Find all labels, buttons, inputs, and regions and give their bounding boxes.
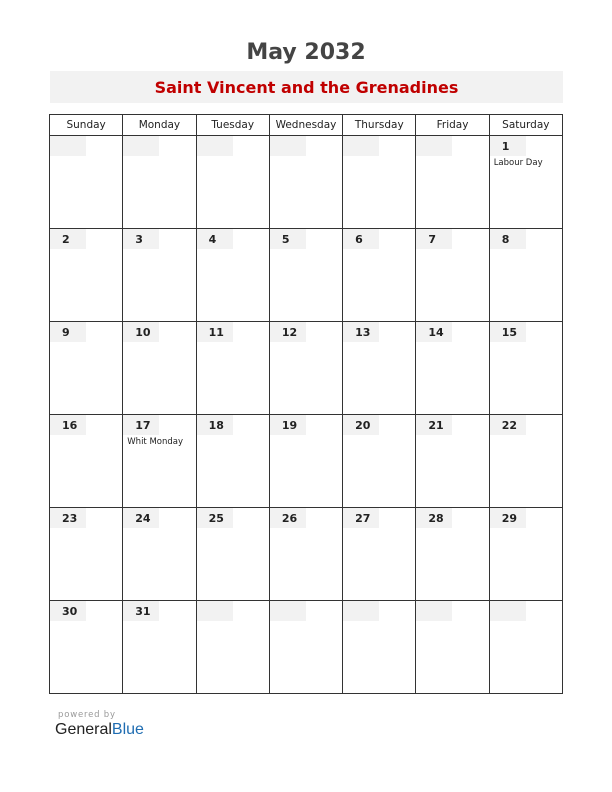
day-cell bbox=[123, 322, 196, 415]
day-cell bbox=[123, 601, 196, 694]
day-number-box bbox=[490, 229, 526, 249]
day-number: 26 bbox=[281, 512, 298, 525]
weekday-header: Wednesday bbox=[269, 115, 342, 136]
day-cell bbox=[343, 415, 416, 508]
country-banner bbox=[50, 71, 563, 103]
day-cell bbox=[489, 136, 562, 229]
day-number: 16 bbox=[62, 419, 78, 432]
day-number-box bbox=[416, 322, 452, 342]
weekday-header: Saturday bbox=[489, 115, 562, 136]
day-cell bbox=[123, 508, 196, 601]
weekday-header: Thursday bbox=[343, 115, 416, 136]
day-number: 28 bbox=[428, 512, 444, 525]
day-number-box bbox=[123, 415, 159, 435]
day-number: 10 bbox=[135, 326, 151, 339]
day-number: 3 bbox=[135, 233, 143, 246]
day-number-box bbox=[490, 601, 526, 621]
powered-by-label: powered by bbox=[58, 710, 116, 720]
day-number-box bbox=[50, 229, 86, 249]
day-number-box bbox=[343, 136, 379, 156]
weekday-header: Friday bbox=[416, 115, 489, 136]
day-number-box bbox=[270, 136, 306, 156]
day-number-box bbox=[490, 322, 526, 342]
day-number-box bbox=[123, 601, 159, 621]
day-cell bbox=[123, 136, 196, 229]
weekday-header: Monday bbox=[123, 115, 196, 136]
day-number: 11 bbox=[208, 326, 224, 339]
day-number: 19 bbox=[281, 419, 298, 432]
day-cell bbox=[269, 508, 342, 601]
day-cell bbox=[343, 322, 416, 415]
day-number-box bbox=[343, 322, 379, 342]
day-number: 22 bbox=[501, 419, 517, 432]
day-number-box bbox=[50, 415, 86, 435]
day-number: 20 bbox=[355, 419, 371, 432]
day-cell bbox=[196, 229, 269, 322]
day-number-box bbox=[343, 601, 379, 621]
brand-blue: Blue bbox=[111, 721, 144, 738]
day-number-box bbox=[270, 415, 306, 435]
day-number: 8 bbox=[501, 233, 510, 246]
day-number-box bbox=[416, 601, 452, 621]
day-cell bbox=[50, 601, 123, 694]
day-number-box bbox=[123, 229, 159, 249]
day-number-box bbox=[343, 229, 379, 249]
day-cell bbox=[50, 415, 123, 508]
day-number-box bbox=[270, 322, 306, 342]
day-cell bbox=[343, 508, 416, 601]
week-row bbox=[50, 322, 563, 415]
day-number: 21 bbox=[428, 419, 444, 432]
day-number-box bbox=[270, 229, 306, 249]
day-number: 4 bbox=[208, 233, 217, 246]
day-cell bbox=[269, 322, 342, 415]
day-number: 17 bbox=[135, 419, 151, 432]
day-cell bbox=[416, 136, 489, 229]
week-row bbox=[50, 508, 563, 601]
day-cell bbox=[269, 601, 342, 694]
day-number: 5 bbox=[281, 233, 290, 246]
day-cell bbox=[196, 601, 269, 694]
day-cell bbox=[489, 415, 562, 508]
day-number-box bbox=[50, 601, 86, 621]
day-number: 14 bbox=[428, 326, 444, 339]
day-cell bbox=[50, 322, 123, 415]
day-cell bbox=[196, 508, 269, 601]
day-cell bbox=[489, 322, 562, 415]
day-cell bbox=[489, 229, 562, 322]
day-cell bbox=[269, 229, 342, 322]
day-number-box bbox=[197, 229, 233, 249]
day-number: 23 bbox=[62, 512, 78, 525]
day-number-box bbox=[50, 136, 86, 156]
day-number-box bbox=[270, 601, 306, 621]
day-cell bbox=[343, 229, 416, 322]
day-number-box bbox=[123, 322, 159, 342]
day-number: 7 bbox=[428, 233, 437, 246]
generalblue-logo bbox=[55, 721, 144, 739]
week-row bbox=[50, 136, 563, 229]
day-cell bbox=[50, 136, 123, 229]
week-row bbox=[50, 415, 563, 508]
day-cell bbox=[196, 136, 269, 229]
country-name: Saint Vincent and the Grenadines bbox=[154, 77, 459, 97]
day-number-box bbox=[123, 508, 159, 528]
day-number-box bbox=[197, 601, 233, 621]
day-number-box bbox=[490, 508, 526, 528]
day-number: 9 bbox=[62, 326, 70, 339]
weekday-header: Sunday bbox=[50, 115, 123, 136]
brand-general: General bbox=[55, 721, 112, 738]
calendar-grid bbox=[49, 114, 563, 694]
day-number-box bbox=[343, 415, 379, 435]
day-number-box bbox=[50, 508, 86, 528]
day-cell bbox=[123, 415, 196, 508]
day-number-box bbox=[197, 322, 233, 342]
day-number: 18 bbox=[208, 419, 224, 432]
weekday-header: Tuesday bbox=[196, 115, 269, 136]
day-number-box bbox=[416, 229, 452, 249]
day-cell bbox=[123, 229, 196, 322]
day-number: 1 bbox=[501, 140, 510, 153]
holiday-label: Whit Monday bbox=[127, 437, 184, 447]
day-number: 31 bbox=[135, 605, 151, 618]
day-number: 6 bbox=[355, 233, 363, 246]
day-number: 25 bbox=[208, 512, 224, 525]
day-number-box bbox=[270, 508, 306, 528]
day-number: 15 bbox=[501, 326, 517, 339]
day-number-box bbox=[50, 322, 86, 342]
day-number-box bbox=[416, 136, 452, 156]
week-row bbox=[50, 601, 563, 694]
day-cell bbox=[416, 601, 489, 694]
day-cell bbox=[196, 415, 269, 508]
day-cell bbox=[269, 136, 342, 229]
week-row bbox=[50, 229, 563, 322]
day-number-box bbox=[416, 415, 452, 435]
day-number: 27 bbox=[355, 512, 371, 525]
day-cell bbox=[416, 322, 489, 415]
day-cell bbox=[50, 508, 123, 601]
day-number: 30 bbox=[62, 605, 78, 618]
day-cell bbox=[343, 136, 416, 229]
day-number-box bbox=[490, 136, 526, 156]
weekday-header-row bbox=[50, 115, 563, 136]
day-number: 29 bbox=[501, 512, 517, 525]
day-number: 24 bbox=[135, 512, 151, 525]
day-number: 13 bbox=[355, 326, 371, 339]
day-number: 12 bbox=[281, 326, 298, 339]
holiday-label: Labour Day bbox=[493, 158, 543, 168]
day-number-box bbox=[490, 415, 526, 435]
page-title: May 2032 bbox=[246, 40, 366, 65]
day-cell bbox=[416, 229, 489, 322]
day-number-box bbox=[343, 508, 379, 528]
day-number-box bbox=[123, 136, 159, 156]
day-cell bbox=[416, 415, 489, 508]
day-number: 2 bbox=[62, 233, 70, 246]
day-cell bbox=[50, 229, 123, 322]
day-number-box bbox=[416, 508, 452, 528]
day-number-box bbox=[197, 415, 233, 435]
day-number-box bbox=[197, 508, 233, 528]
day-cell bbox=[196, 322, 269, 415]
day-cell bbox=[269, 415, 342, 508]
day-number-box bbox=[197, 136, 233, 156]
day-cell bbox=[489, 601, 562, 694]
day-cell bbox=[489, 508, 562, 601]
day-cell bbox=[343, 601, 416, 694]
day-cell bbox=[416, 508, 489, 601]
